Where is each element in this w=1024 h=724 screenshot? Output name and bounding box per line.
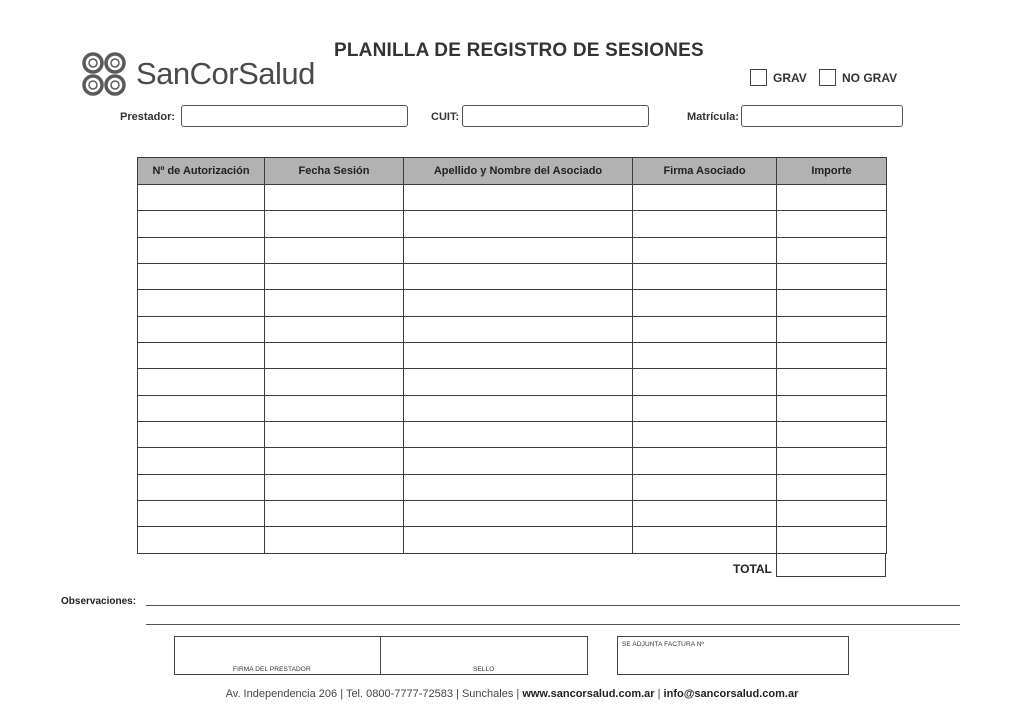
observaciones-line-2[interactable] — [146, 624, 960, 625]
table-cell[interactable] — [633, 501, 777, 527]
table-row — [138, 527, 887, 554]
grav-label: GRAV — [773, 71, 807, 85]
table-cell[interactable] — [633, 527, 777, 554]
table-cell[interactable] — [404, 501, 633, 527]
table-row — [138, 448, 887, 474]
sancorsalud-logo — [80, 48, 320, 102]
table-cell[interactable] — [138, 527, 265, 554]
table-cell[interactable] — [404, 448, 633, 474]
footer-email[interactable]: info@sancorsalud.com.ar — [663, 688, 799, 700]
table-cell[interactable] — [633, 422, 777, 448]
table-cell[interactable] — [404, 395, 633, 421]
table-row — [138, 501, 887, 527]
table-cell[interactable] — [777, 501, 887, 527]
table-cell[interactable] — [633, 185, 777, 211]
header-apellido-nombre: Apellido y Nombre del Asociado — [404, 158, 633, 185]
table-row — [138, 211, 887, 237]
table-header-row — [138, 158, 887, 185]
observaciones-line-1[interactable] — [146, 605, 960, 606]
table-cell[interactable] — [265, 448, 404, 474]
table-cell[interactable] — [777, 211, 887, 237]
matricula-label: Matrícula: — [687, 111, 739, 123]
table-cell[interactable] — [265, 316, 404, 342]
table-cell[interactable] — [404, 527, 633, 554]
table-cell[interactable] — [265, 343, 404, 369]
table-cell[interactable] — [777, 316, 887, 342]
header-firma-asociado: Firma Asociado — [633, 158, 777, 185]
table-cell[interactable] — [777, 395, 887, 421]
cuit-label: CUIT: — [431, 111, 460, 123]
table-cell[interactable] — [265, 501, 404, 527]
table-cell[interactable] — [138, 290, 265, 316]
logo-rings-icon — [80, 50, 134, 100]
table-cell[interactable] — [265, 264, 404, 290]
header-fecha-sesion: Fecha Sesión — [265, 158, 404, 185]
table-cell[interactable] — [777, 448, 887, 474]
sello-box[interactable] — [380, 636, 588, 675]
no-grav-checkbox[interactable] — [819, 69, 836, 86]
table-cell[interactable] — [777, 290, 887, 316]
table-row — [138, 474, 887, 500]
total-label: TOTAL — [733, 562, 772, 576]
table-row — [138, 185, 887, 211]
table-cell[interactable] — [138, 474, 265, 500]
table-cell[interactable] — [404, 369, 633, 395]
sessions-table — [137, 157, 887, 554]
firma-prestador-box[interactable] — [174, 636, 381, 675]
table-cell[interactable] — [404, 290, 633, 316]
table-cell[interactable] — [777, 185, 887, 211]
table-cell[interactable] — [138, 264, 265, 290]
footer-city: Sunchales — [461, 688, 514, 700]
total-field[interactable] — [776, 554, 886, 577]
footer: Av. Independencia 206 | Tel. 0800-7777-72583 | Sunchales | www.sancorsalud.com.ar | info@sancorsalud.com.ar — [225, 688, 799, 700]
table-cell[interactable] — [265, 237, 404, 263]
table-cell[interactable] — [138, 501, 265, 527]
table-cell[interactable] — [777, 264, 887, 290]
table-cell[interactable] — [404, 264, 633, 290]
table-cell[interactable] — [138, 343, 265, 369]
table-cell[interactable] — [404, 185, 633, 211]
factura-label: SE ADJUNTA FACTURA Nº — [622, 641, 705, 648]
table-cell[interactable] — [138, 369, 265, 395]
table-cell[interactable] — [138, 211, 265, 237]
table-cell[interactable] — [265, 211, 404, 237]
table-cell[interactable] — [138, 448, 265, 474]
table-cell[interactable] — [404, 422, 633, 448]
table-row — [138, 422, 887, 448]
table-cell[interactable] — [265, 369, 404, 395]
table-cell[interactable] — [404, 237, 633, 263]
table-cell[interactable] — [633, 264, 777, 290]
table-cell[interactable] — [777, 527, 887, 554]
observaciones-label: Observaciones: — [61, 596, 137, 607]
brand-name: SanCorSalud — [136, 56, 315, 91]
page-title: PLANILLA DE REGISTRO DE SESIONES — [334, 40, 704, 61]
table-cell[interactable] — [265, 527, 404, 554]
table-cell[interactable] — [633, 343, 777, 369]
table-row — [138, 290, 887, 316]
table-row — [138, 343, 887, 369]
table-cell[interactable] — [777, 474, 887, 500]
table-cell[interactable] — [265, 290, 404, 316]
table-cell[interactable] — [633, 237, 777, 263]
header-importe: Importe — [777, 158, 887, 185]
matricula-field[interactable] — [741, 105, 903, 127]
table-row — [138, 264, 887, 290]
table-cell[interactable] — [138, 422, 265, 448]
table-row — [138, 369, 887, 395]
sello-label: SELLO — [473, 666, 495, 673]
header-autorizacion: Nº de Autorización — [138, 158, 265, 185]
cuit-field[interactable] — [462, 105, 649, 127]
table-cell[interactable] — [138, 316, 265, 342]
table-cell[interactable] — [265, 395, 404, 421]
table-cell[interactable] — [633, 316, 777, 342]
table-cell[interactable] — [265, 474, 404, 500]
footer-web[interactable]: www.sancorsalud.com.ar — [522, 688, 655, 700]
no-grav-label: NO GRAV — [842, 71, 898, 85]
table-cell[interactable] — [777, 369, 887, 395]
factura-box[interactable] — [617, 636, 849, 675]
firma-prestador-label: FIRMA DEL PRESTADOR — [233, 666, 311, 673]
prestador-field[interactable] — [181, 105, 408, 127]
footer-tel: Tel. 0800-7777-72583 — [345, 688, 453, 700]
table-cell[interactable] — [633, 474, 777, 500]
table-cell[interactable] — [633, 395, 777, 421]
table-cell[interactable] — [777, 343, 887, 369]
table-cell[interactable] — [138, 395, 265, 421]
table-cell[interactable] — [633, 448, 777, 474]
table-cell[interactable] — [404, 211, 633, 237]
table-cell[interactable] — [265, 422, 404, 448]
table-cell[interactable] — [404, 474, 633, 500]
table-cell[interactable] — [633, 211, 777, 237]
footer-address: Av. Independencia 206 — [225, 688, 338, 700]
table-row — [138, 395, 887, 421]
prestador-label: Prestador: — [120, 111, 176, 123]
table-cell[interactable] — [777, 237, 887, 263]
grav-checkbox[interactable] — [750, 69, 767, 86]
table-cell[interactable] — [633, 369, 777, 395]
table-cell[interactable] — [404, 316, 633, 342]
table-cell[interactable] — [138, 185, 265, 211]
table-cell[interactable] — [633, 290, 777, 316]
table-row — [138, 316, 887, 342]
table-row — [138, 237, 887, 263]
table-cell[interactable] — [777, 422, 887, 448]
table-cell[interactable] — [138, 237, 265, 263]
table-cell[interactable] — [404, 343, 633, 369]
table-cell[interactable] — [265, 185, 404, 211]
